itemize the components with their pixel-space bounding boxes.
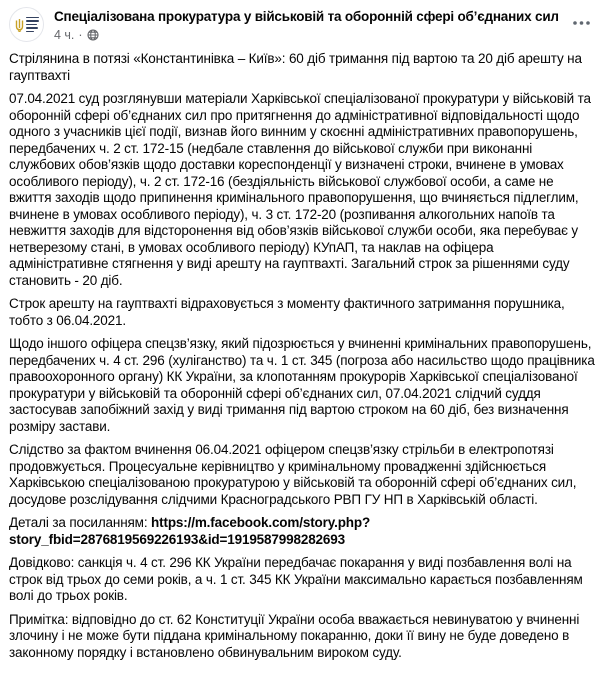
post-paragraph: 07.04.2021 суд розглянувши матеріали Харківської спеціалізованої прокуратури у військовій та оборонній сфері об’єднаних сил про притягнення до адміністративної відповідальності щодо одного з учасників цієї події, визнав його винним у скоєнні адміністративних правопорушень, передбачених ч. 2 ст. 172-15 (недбале ставлення до військової служби при виконанні службових обов’язків щодо доставки кореспонденції у визначені строки, вчинене в умовах особливого періоду), ч. 2 ст. 172-16 (бездіяльність військової службової особи, а саме не вжиття заходів щодо припинення кримінального правопорушення, що вчиняється підлеглим, вчинене в умовах особливого періоду), ч. 3 ст. 172-20 (розпивання алкогольних напоїв та невжиття заходів для відсторонення від обов’язків військової служби особи, яка перебуває у нетверезому стані, в умовах особливого періоду) КУпАП, та наклав на офіцера адміністративне стягнення у виді арешту на гауптвахті. Загальний строк за рішеннями суду становить - 20 діб. bbox=[9, 91, 591, 288]
post-link-url[interactable]: https://m.facebook.com/story.php?story_fbid=2876819569226193&id=1919587998282693 bbox=[9, 515, 371, 547]
post-body bbox=[9, 51, 595, 661]
globe-icon bbox=[87, 29, 99, 41]
post-header bbox=[9, 7, 595, 42]
post-timestamp[interactable]: 4 ч. bbox=[54, 28, 75, 42]
page-name-link[interactable]: Спеціалізована прокуратура у військовій та оборонній сфері об’єднаних сил bbox=[54, 9, 559, 24]
post-link-paragraph bbox=[9, 515, 595, 548]
header-info bbox=[54, 7, 567, 42]
link-prefix-text: Деталі за посиланням: bbox=[9, 515, 152, 530]
post-title-paragraph: Стрілянина в потязі «Константинівка – Київ»: 60 діб тримання під вартою та 20 діб арешту на гауптвахті bbox=[9, 51, 582, 83]
meta-separator: · bbox=[78, 28, 83, 42]
post-reference-paragraph: Довідково: санкція ч. 4 ст. 296 КК України передбачає покарання у виді позбавлення волі на строк від трьох до семи років, а ч. 1 ст. 345 КК України максимально карається позбавленням волі до трьох років. bbox=[9, 555, 583, 603]
post-note-paragraph: Примітка: відповідно до ст. 62 Конституції України особа вважається невинуватою у вчиненні злочину і не може бути піддана кримінальному покаранню, доки її вину не буде доведено в законному порядку і встановлено обвинувальним вироком суду. bbox=[9, 611, 580, 660]
post-options-button[interactable] bbox=[567, 9, 595, 37]
page-avatar[interactable] bbox=[9, 7, 44, 42]
post-paragraph: Щодо іншого офіцера спецзв’язку, який підозрюється у вчиненні кримінальних правопорушень, передбачених ч. 4 ст. 296 (хуліганство) та ч. 1 ст. 345 (погроза або насильство щодо працівника правоохоронного органу) КК України, за клопотанням прокурорів Харківської спеціалізованої прокуратури у військовій та оборонній сфері об’єднаних сил, 07.04.2021 слідчий суддя застосував запобіжний захід у виді тримання під вартою строком на 60 діб, без визначення розміру застави. bbox=[9, 336, 595, 434]
post-meta bbox=[54, 28, 567, 42]
post-paragraph: Слідство за фактом вчинення 06.04.2021 офіцером спецзв’язку стрільби в електропотязі продовжується. Процесуальне керівництво у кримінальному провадженні здійснюється Харківською спеціалізованою прокуратурою у військовій та оборонній сфері об’єднаних сил, досудове розслідування слідчими Красноградського РВП ГУ НП в Харківській області. bbox=[9, 442, 577, 507]
logo-text-lines bbox=[26, 17, 39, 33]
post-paragraph: Строк арешту на гауптвахті відраховується з моменту фактичного затримання порушника, тобто з 06.04.2021. bbox=[9, 296, 565, 328]
trident-icon bbox=[15, 18, 24, 32]
three-dots-icon bbox=[573, 21, 590, 25]
